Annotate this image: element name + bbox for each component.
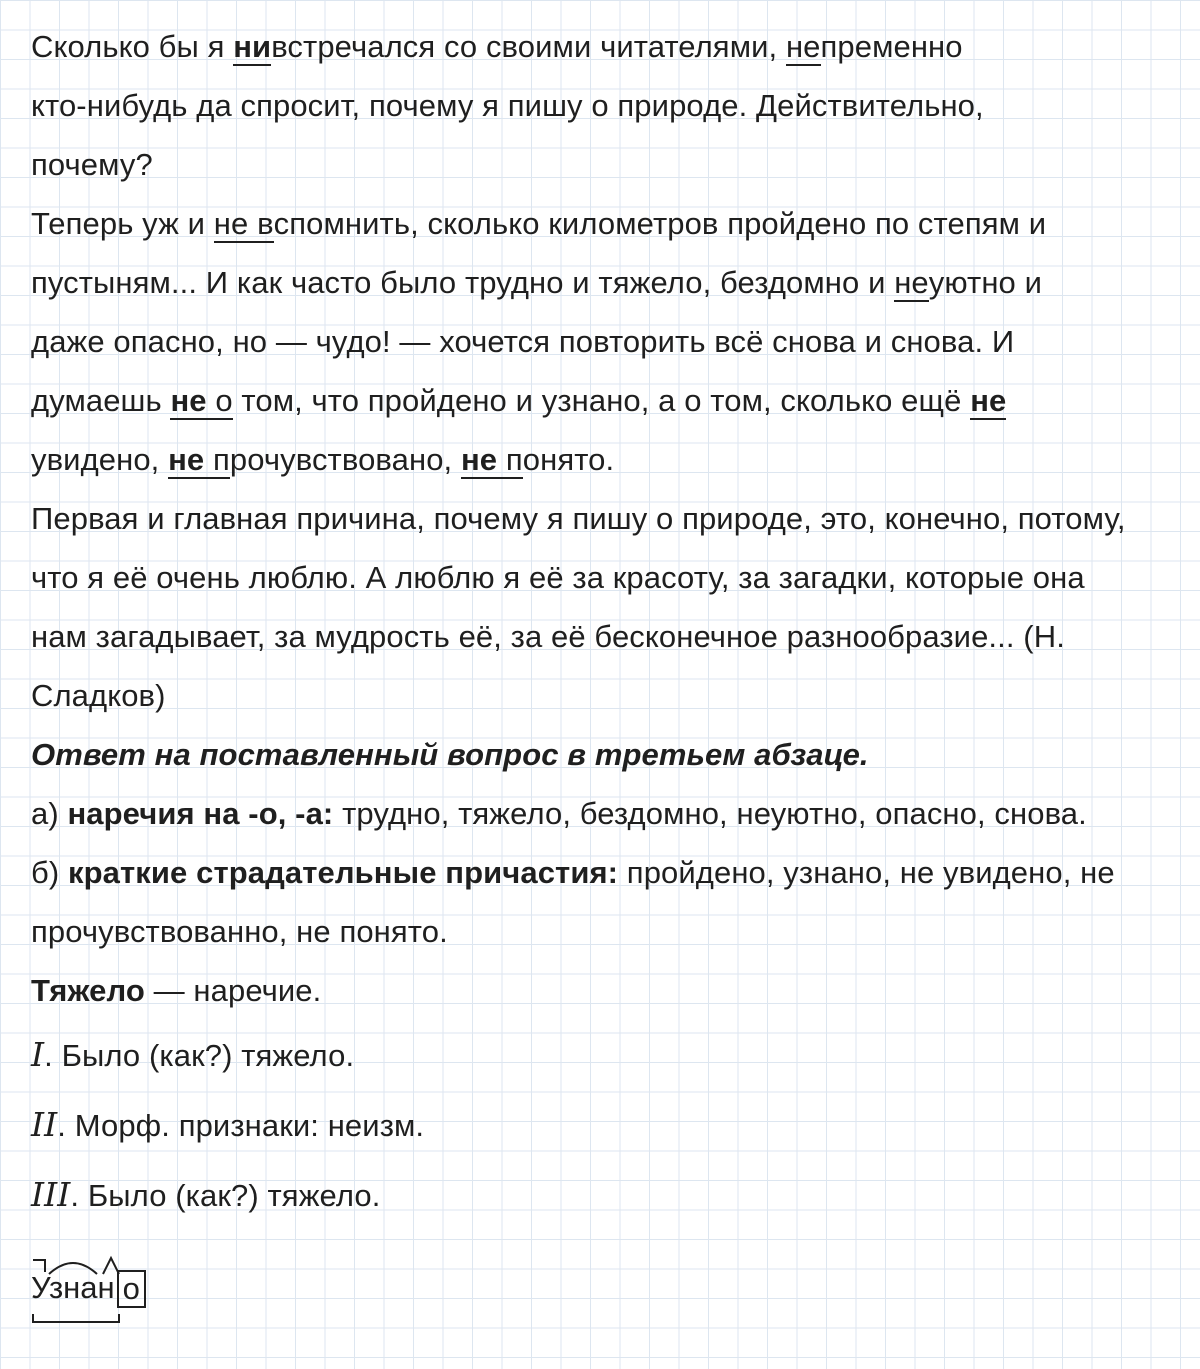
parse-word: Тяжело: [31, 973, 145, 1008]
text-line: [31, 253, 1191, 312]
underlined-prefix: не: [894, 265, 929, 300]
text-line: нам загадывает, за мудрость её, за её бесконечное разнообразие... (Н.: [31, 619, 1065, 654]
text-segment: Сколько бы я: [31, 29, 234, 64]
parse-step-text: . Морф. признаки: неизм.: [57, 1108, 425, 1143]
parse-heading: [31, 961, 1191, 1020]
item-marker: б): [31, 855, 68, 890]
underlined-prefix: не: [785, 29, 821, 64]
item-label: краткие страдательные причастия:: [68, 855, 619, 890]
word-ending: о: [117, 1270, 146, 1308]
stem-bracket-icon: [33, 1314, 119, 1322]
text-line: [31, 194, 1191, 253]
word-stem: [31, 1254, 115, 1308]
answer-item-b-continued: прочувствованно, не понято.: [31, 914, 448, 949]
prefix-mark-icon: [33, 1260, 45, 1272]
text-line: почему?: [31, 147, 153, 182]
text-segment: спомнить, сколько километров пройдено по степям и: [273, 206, 1047, 241]
underlined-particle: не: [168, 442, 205, 477]
underlined-particle: не: [170, 383, 207, 418]
parse-step-text: . Было (как?) тяжело.: [44, 1038, 355, 1073]
underlined-particle: не: [460, 442, 498, 477]
text-segment: о: [206, 383, 233, 418]
text-line: кто-нибудь да спросит, почему я пишу о природе. Действительно,: [31, 88, 984, 123]
answer-item-b: [31, 843, 1191, 902]
text-segment: увидено,: [31, 442, 169, 477]
document-body: [31, 17, 1191, 1230]
morpheme-analysis: [31, 1254, 146, 1328]
item-text: трудно, тяжело, бездомно, неуютно, опасно, снова.: [333, 796, 1087, 831]
parse-step-3: [31, 1160, 1191, 1230]
roman-numeral: II: [31, 1105, 58, 1144]
text-segment: рочувствовано,: [229, 442, 461, 477]
parse-step-2: [31, 1090, 1191, 1160]
text-segment: думаешь: [31, 383, 171, 418]
text-segment: Теперь уж и: [31, 206, 214, 241]
answer-heading: Ответ на поставленный вопрос в третьем абзаце.: [31, 737, 869, 772]
root-arc-icon: [49, 1263, 97, 1274]
text-segment: п: [497, 442, 523, 477]
text-segment: онято.: [522, 442, 615, 477]
text-line: что я её очень люблю. А люблю я её за красоту, за загадки, которые она: [31, 560, 1085, 595]
item-text: пройдено, узнано, не увидено, не: [618, 855, 1115, 890]
underlined-particle: не в: [213, 206, 274, 241]
parse-step-1: [31, 1020, 1191, 1090]
text-line: [31, 430, 1191, 489]
underlined-particle: не: [970, 383, 1007, 418]
text-line: даже опасно, но — чудо! — хочется повторить всё снова и снова. И: [31, 324, 1015, 359]
roman-numeral: I: [31, 1035, 45, 1074]
text-segment: п: [204, 442, 230, 477]
parse-part-of-speech: — наречие.: [144, 973, 322, 1008]
text-line: Сладков): [31, 678, 166, 713]
text-segment: встречался со своими читателями,: [271, 29, 786, 64]
roman-numeral: III: [31, 1175, 71, 1214]
text-segment: пустыням... И как часто было трудно и тяжело, бездомно и: [31, 265, 895, 300]
text-line: [31, 17, 1191, 76]
text-segment: уютно и: [928, 265, 1043, 300]
text-segment: том, что пройдено и узнано, а о том, сколько ещё: [232, 383, 971, 418]
stem-text: Узнан: [31, 1270, 115, 1305]
text-line: [31, 371, 1191, 430]
item-label: наречия на -о, -а:: [67, 796, 334, 831]
parse-step-text: . Было (как?) тяжело.: [70, 1178, 381, 1213]
text-segment: пременно: [820, 29, 963, 64]
text-line: Первая и главная причина, почему я пишу о природе, это, конечно, потому,: [31, 501, 1126, 536]
morpheme-marks-icon: [31, 1254, 123, 1328]
answer-item-a: [31, 784, 1191, 843]
item-marker: а): [31, 796, 68, 831]
underlined-particle: ни: [233, 29, 272, 64]
suffix-mark-icon: [103, 1258, 119, 1274]
